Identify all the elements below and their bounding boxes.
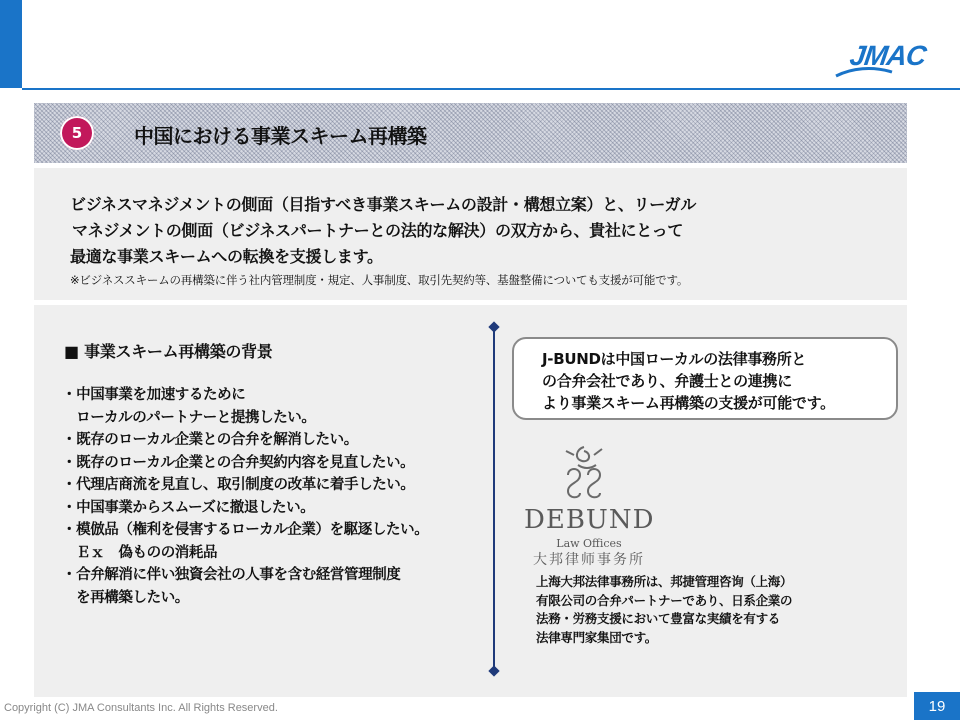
vertical-divider [493,327,495,671]
section-title-bar [34,103,907,163]
debund-logo [524,441,655,568]
callout-line: の合弁会社であり、弁護士との連携に [542,372,792,390]
logo-text: JMAC [847,40,928,71]
intro-panel [34,168,907,300]
intro-line: マネジメントの側面（ビジネスパートナーとの法的な解決）の双方から、貴社にとって [72,221,684,240]
list-item: ローカルのパートナーと提携したい。 [62,409,316,426]
divider-cap-bottom [488,665,499,676]
intro-text [70,192,696,270]
list-item: ・中国事業を加速するために [62,387,246,403]
callout-line: より事業スキーム再構築の支援が可能です。 [542,394,835,412]
list-item: ・合弁解消に伴い独資会社の人事を含む経営管理制度 [62,567,401,583]
jmac-logo [832,38,942,80]
background-heading: ■ 事業スキーム再構築の背景 [64,342,273,361]
list-item: ・代理店商流を見直し、取引制度の改革に着手したい。 [62,477,415,493]
list-item: Ｅｘ 偽ものの消耗品 [62,544,218,561]
intro-note: ※ビジネススキームの再構築に伴う社内管理制度・規定、人事制度、取引先契約等、基盤整備についても支援が可能です。 [70,273,689,287]
intro-line: ビジネスマネジメントの側面（目指すべき事業スキームの設計・構想立案）と、リーガル [70,195,697,214]
callout-line: J-BUNDは中国ローカルの法律事務所と [542,350,807,368]
intro-line: 最適な事業スキームへの転換を支援します。 [70,247,383,266]
page-title: 中国における事業スキーム再構築 [134,124,427,148]
header-accent-bar [0,0,22,88]
debund-emblem-icon [554,441,624,503]
debund-chinese-name: 大邦律师事务所 [533,552,645,568]
description-line: 法律専門家集団です。 [536,629,658,645]
page-number: 19 [914,692,960,720]
section-number-badge: 5 [60,116,94,150]
description-line: 上海大邦法律事務所は、邦捷管理咨询（上海） [536,574,793,589]
description-line: 法務・労務支援において豊富な実績を有する [536,611,781,626]
jbund-callout [512,337,898,420]
list-item: を再構築したい。 [62,589,189,606]
debund-name: DEBUND [524,505,655,535]
list-item: ・模倣品（権利を侵害するローカル企業）を駆逐したい。 [62,522,429,538]
shanghai-description [536,573,792,647]
divider-cap-top [488,321,499,332]
list-item: ・既存のローカル企業との合弁を解消したい。 [62,432,358,448]
background-bullet-list [62,384,428,609]
main-panel [34,305,907,697]
description-line: 有限公司の合弁パートナーであり、日系企業の [536,592,793,608]
header-divider [22,88,960,90]
list-item: ・中国事業からスムーズに撤退したい。 [62,499,315,516]
list-item: ・既存のローカル企業との合弁契約内容を見直したい。 [62,454,415,471]
copyright-notice: Copyright (C) JMA Consultants Inc. All Rights Reserved. [4,702,278,714]
debund-subtitle: Law Offices [556,537,622,550]
